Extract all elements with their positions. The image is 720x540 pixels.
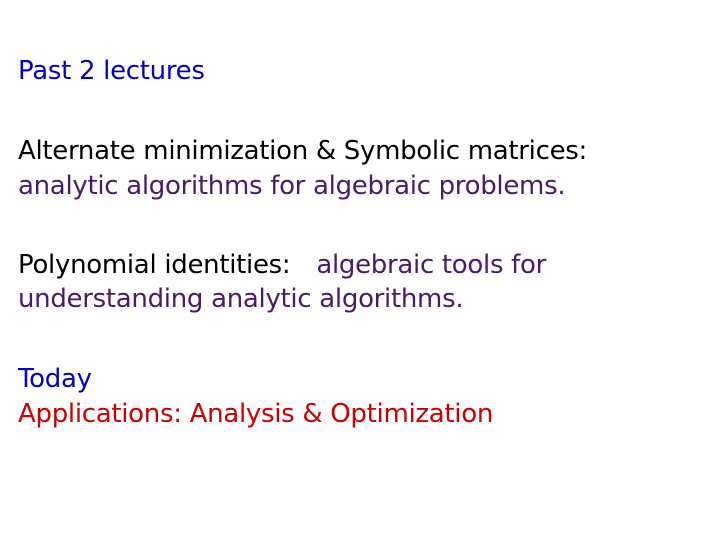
item-polynomial-identities-subtitle: understanding analytic algorithms. [18, 284, 464, 314]
item-polynomial-identities-title: Polynomial identities: [18, 250, 291, 280]
heading-past-lectures: Past 2 lectures [18, 56, 205, 86]
item-alternate-minimization-title: Alternate minimization & Symbolic matrices: [18, 136, 587, 166]
today-applications: Applications: Analysis & Optimization [18, 399, 493, 429]
item-alternate-minimization-subtitle: analytic algorithms for algebraic problems. [18, 171, 566, 201]
item-polynomial-identities-title-row [18, 250, 546, 281]
today-label: Today [18, 364, 92, 394]
item-polynomial-identities-title-continuation: algebraic tools for [316, 250, 547, 280]
